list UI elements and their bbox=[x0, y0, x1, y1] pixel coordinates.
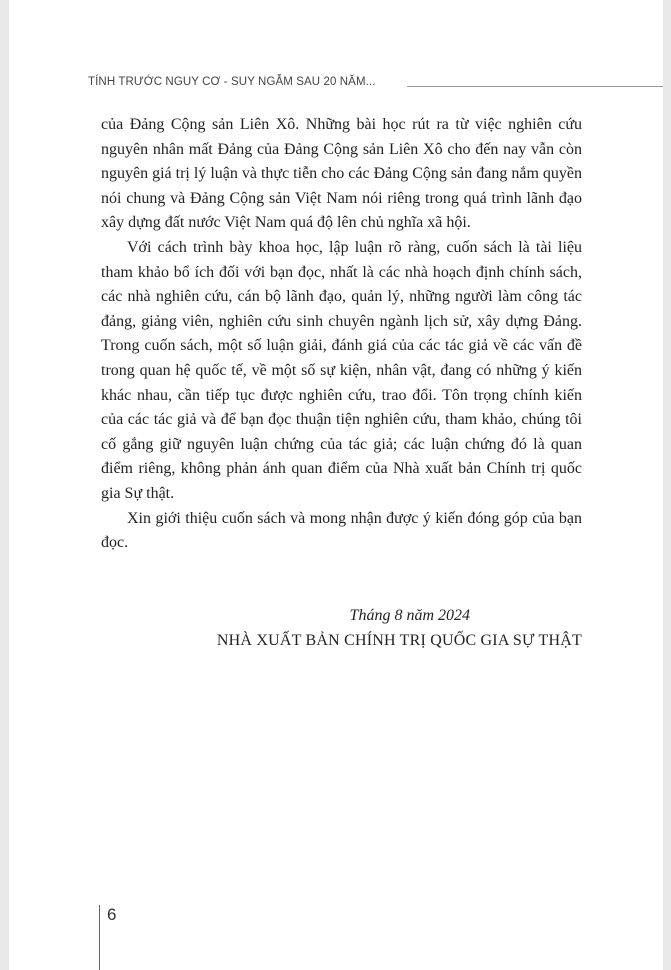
paragraph-closing: Xin giới thiệu cuốn sách và mong nhận được ý kiến đóng góp của bạn đọc. bbox=[101, 509, 582, 552]
running-head-rule bbox=[407, 86, 663, 87]
signature-block bbox=[101, 604, 582, 654]
publisher-name: NHÀ XUẤT BẢN CHÍNH TRỊ QUỐC GIA SỰ THẬT bbox=[216, 632, 582, 649]
paragraph-book-value: Với cách trình bày khoa học, lập luận rõ ràng, cuốn sách là tài liệu tham khảo bổ ích đối với bạn đọc, nhất là các nhà hoạch định chính sách, các nhà nghiên cứu, cán bộ lãnh đạo, quản lý, những người làm công tác đảng, giảng viên, nghiên cứu sinh chuyên ngành lịch sử, xây dựng Đảng. Trong cuốn sách, một số luận giải, đánh giá của các tác giả về các vấn đề trong quan hệ quốc tế, về một số sự kiện, nhân vật, đang có những ý kiến khác nhau, cần tiếp tục được nghiên cứu, trao đổi. Tôn trọng chính kiến của các tác giả và để bạn đọc thuận tiện nghiên cứu, tham khảo, chúng tôi cố gắng giữ nguyên luận chứng của tác giả; các luận chứng đó là quan điểm riêng, không phản ánh quan điểm của Nhà xuất bản Chính trị quốc gia Sự thật. bbox=[101, 238, 582, 502]
page-number: 6 bbox=[107, 905, 117, 924]
signature-date: Tháng 8 năm 2024 bbox=[349, 607, 470, 624]
running-head: TÍNH TRƯỚC NGUY CƠ - SUY NGẪM SAU 20 NĂM... bbox=[88, 76, 376, 88]
paragraph-continuation: của Đảng Cộng sản Liên Xô. Những bài học rút ra từ việc nghiên cứu nguyên nhân mất Đảng của Đảng Cộng sản Liên Xô cho đến nay vẫn còn nguyên giá trị lý luận và thực tiễn cho các Đảng Cộng sản đang nắm quyền nói chung và Đảng Cộng sản Việt Nam nói riêng trong quá trình lãnh đạo xây dựng đất nước Việt Nam quá độ lên chủ nghĩa xã hội. bbox=[101, 116, 582, 232]
body-text bbox=[101, 113, 582, 556]
footer-rule bbox=[99, 905, 100, 970]
